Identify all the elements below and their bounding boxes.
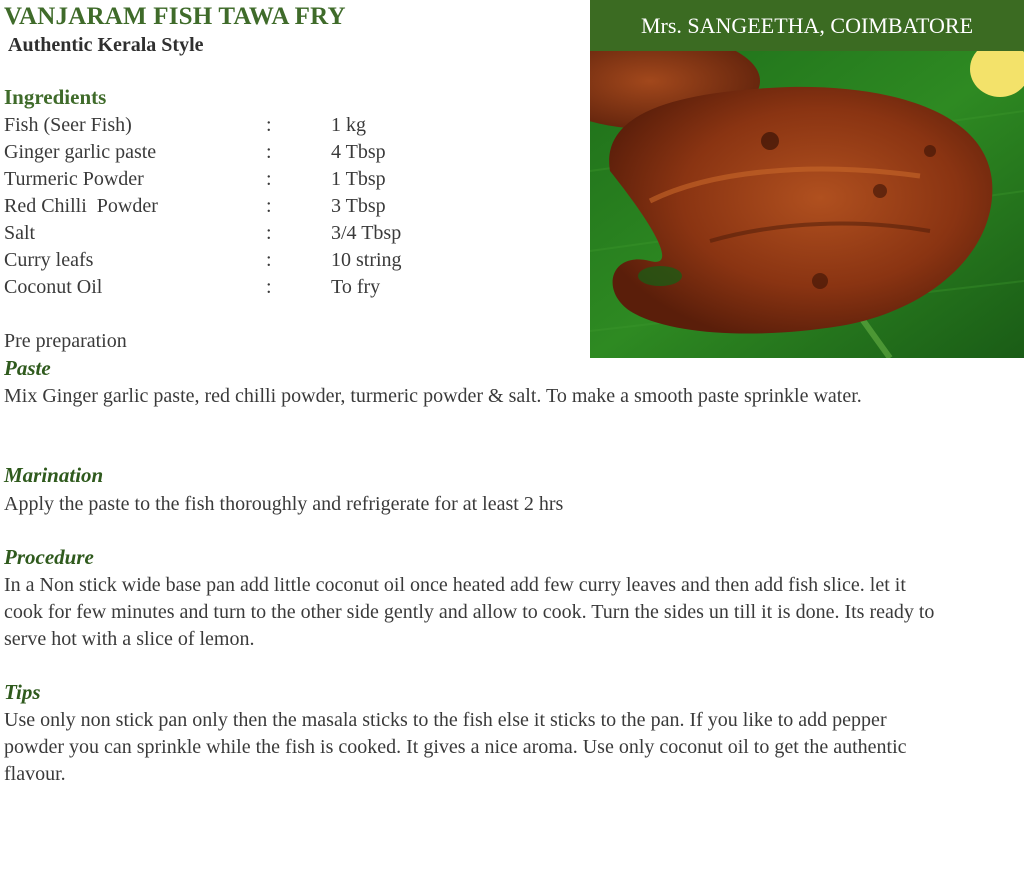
ingredient-quantity: 1 Tbsp (331, 168, 386, 190)
ingredient-row (4, 195, 564, 222)
author-name: Mrs. SANGEETHA, COIMBATORE (640, 12, 974, 38)
ingredient-row (4, 276, 564, 303)
ingredient-quantity: To fry (331, 276, 381, 298)
ingredient-name: Ginger garlic paste (4, 141, 157, 163)
ingredient-name: Fish (Seer Fish) (4, 114, 132, 136)
fish-photo (590, 51, 1024, 358)
ingredient-name: Turmeric Powder (4, 168, 144, 190)
ingredient-row (4, 141, 564, 168)
ingredient-quantity: 3 Tbsp (331, 195, 386, 217)
ingredient-separator: : (266, 276, 272, 298)
ingredient-name: Curry leafs (4, 249, 94, 271)
ingredient-separator: : (266, 195, 272, 217)
recipe-subtitle: Authentic Kerala Style (8, 34, 204, 56)
recipe-title: VANJARAM FISH TAWA FRY (4, 3, 346, 30)
ingredient-separator: : (266, 114, 272, 136)
procedure-heading: Procedure (4, 545, 94, 569)
tips-heading: Tips (4, 680, 41, 704)
ingredient-name: Coconut Oil (4, 276, 103, 298)
ingredient-quantity: 4 Tbsp (331, 141, 386, 163)
ingredient-quantity: 1 kg (331, 114, 366, 136)
ingredient-name: Red Chilli Powder (4, 195, 158, 217)
ingredients-heading: Ingredients (4, 85, 107, 109)
pre-preparation-label: Pre preparation (4, 330, 127, 352)
ingredient-separator: : (266, 141, 272, 163)
ingredient-row (4, 222, 564, 249)
ingredient-separator: : (266, 168, 272, 190)
ingredient-quantity: 10 string (331, 249, 402, 271)
tips-text: Use only non stick pan only then the masala sticks to the fish else it sticks to the pan. If you like to add pepper powder you can sprinkle while the fish is cooked. It gives a nice aroma. Use only coconut oil to get the authentic flavour. (4, 709, 907, 785)
fried-fish-photo-icon (590, 51, 1024, 358)
author-banner (590, 0, 1024, 51)
ingredient-quantity: 3/4 Tbsp (331, 222, 402, 244)
marination-heading: Marination (4, 463, 104, 487)
procedure-text: In a Non stick wide base pan add little coconut oil once heated add few curry leaves and then add fish slice. let it cook for few minutes and turn to the other side gently and allow to cook. Turn the sides un till it is done. Its ready to serve hot with a slice of lemon. (4, 574, 935, 650)
ingredient-row (4, 249, 564, 276)
ingredient-separator: : (266, 249, 272, 271)
paste-heading: Paste (4, 356, 51, 380)
ingredient-name: Salt (4, 222, 36, 244)
marination-text: Apply the paste to the fish thoroughly and refrigerate for at least 2 hrs (4, 493, 564, 515)
paste-text: Mix Ginger garlic paste, red chilli powder, turmeric powder & salt. To make a smooth paste sprinkle water. (4, 385, 862, 407)
ingredient-row (4, 168, 564, 195)
ingredient-separator: : (266, 222, 272, 244)
ingredient-row (4, 114, 564, 141)
